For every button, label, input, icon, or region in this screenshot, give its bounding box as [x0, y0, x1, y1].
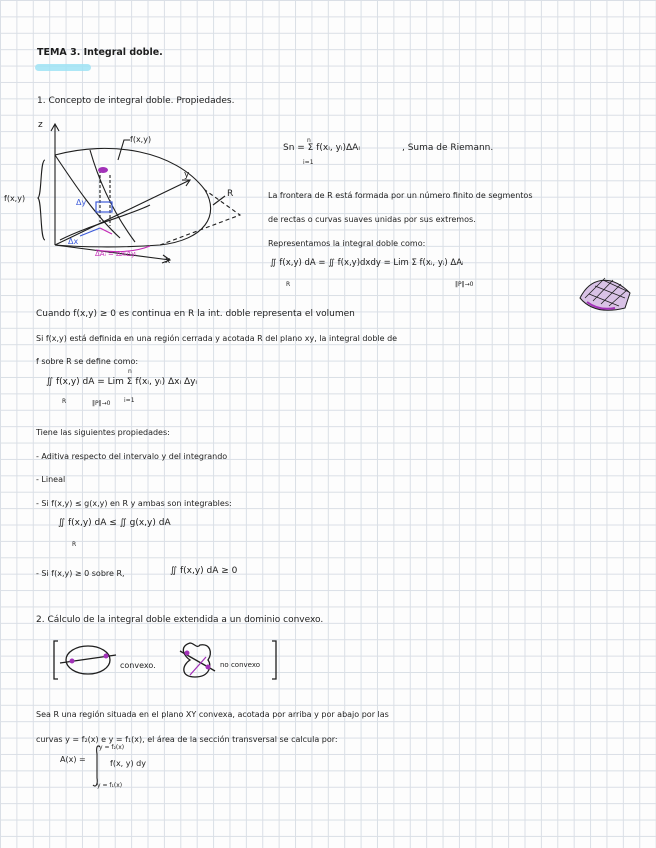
double-integral-expression: ∬ f(x,y) dA = ∬ f(x,y)dxdy = Lim Σ f(xᵢ, yᵢ) ΔAᵢ	[270, 258, 464, 268]
definition-lower-limit: i=1	[124, 397, 135, 404]
monotonic-subscript: R	[72, 541, 77, 548]
volume-sketch	[575, 268, 635, 318]
x-axis-label: x	[165, 256, 171, 266]
double-integral-limit: ‖P‖→0	[455, 281, 474, 288]
properties-intro: Tiene las siguientes propiedades:	[36, 428, 170, 437]
represent-line: Representamos la integral doble como:	[268, 239, 426, 248]
delta-x-label: Δx	[68, 237, 79, 246]
area-lower-limit: y = f₁(x)	[97, 782, 123, 789]
section-2-line-1: Sea R una región situada en el plano XY convexa, acotada por arriba y por abajo por las	[36, 710, 389, 719]
positive-property-prefix: - Si f(x,y) ≥ 0 sobre R,	[36, 569, 125, 578]
positive-property-expression: ∬ f(x,y) dA ≥ 0	[170, 566, 238, 576]
definition-line-1: Si f(x,y) está definida en una región cerrada y acotada R del plano xy, la integral doble de	[36, 334, 398, 343]
delta-y-label: Δy	[76, 198, 87, 207]
property-3: - Si f(x,y) ≤ g(x,y) en R y ambas son integrables:	[36, 499, 232, 508]
riemann-formula: Sn = Σ f(xᵢ, yᵢ)ΔAᵢ	[283, 143, 360, 153]
riemann-lower-limit: i=1	[303, 159, 314, 166]
region-description-line-2: de rectas o curvas suaves unidas por sus extremos.	[268, 215, 476, 224]
section-2-line-2: curvas y = f₂(x) e y = f₁(x), el área de la sección transversal se calcula por:	[36, 735, 338, 744]
region-description-line-1: La frontera de R está formada por un número finito de segmentos	[268, 191, 533, 200]
definition-expression: ∬ f(x,y) dA = Lim Σ f(xᵢ, yᵢ) Δxᵢ Δyᵢ	[46, 377, 198, 387]
page-title: TEMA 3. Integral doble.	[37, 47, 163, 58]
area-upper-limit: y = f₂(x)	[99, 744, 125, 751]
definition-line-2: f sobre R se define como:	[36, 357, 139, 366]
convex-label: convexo.	[120, 661, 156, 670]
delta-area-label: ΔAᵢ = ΔxᵢΔyᵢ	[95, 250, 137, 258]
y-axis-label: y	[184, 170, 190, 180]
area-lhs: A(x) =	[60, 755, 86, 764]
definition-upper-limit: n	[128, 368, 132, 375]
riemann-upper-limit: n	[307, 137, 311, 144]
area-integrand: f(x, y) dy	[110, 759, 146, 768]
non-convex-label: no convexo	[220, 661, 261, 669]
z-axis-label: z	[38, 120, 43, 130]
double-integral-subscript: R	[286, 281, 291, 288]
height-label: f(x,y)	[4, 194, 26, 203]
surface-label: f(x,y)	[130, 135, 152, 144]
riemann-note: , Suma de Riemann.	[402, 143, 494, 153]
property-2: - Lineal	[36, 475, 66, 484]
section-1-heading: 1. Concepto de integral doble. Propiedades.	[37, 96, 235, 106]
property-1: - Aditiva respecto del intervalo y del integrando	[36, 452, 228, 461]
region-label: R	[227, 189, 234, 199]
volume-sentence: Cuando f(x,y) ≥ 0 es continua en R la int. doble representa el volumen	[36, 309, 355, 319]
definition-limit: ‖P‖→0	[92, 400, 111, 407]
monotonic-expression: ∬ f(x,y) dA ≤ ∬ g(x,y) dA	[58, 518, 171, 528]
definition-subscript: R	[62, 398, 67, 405]
section-2-heading: 2. Cálculo de la integral doble extendida a un dominio convexo.	[36, 615, 324, 625]
